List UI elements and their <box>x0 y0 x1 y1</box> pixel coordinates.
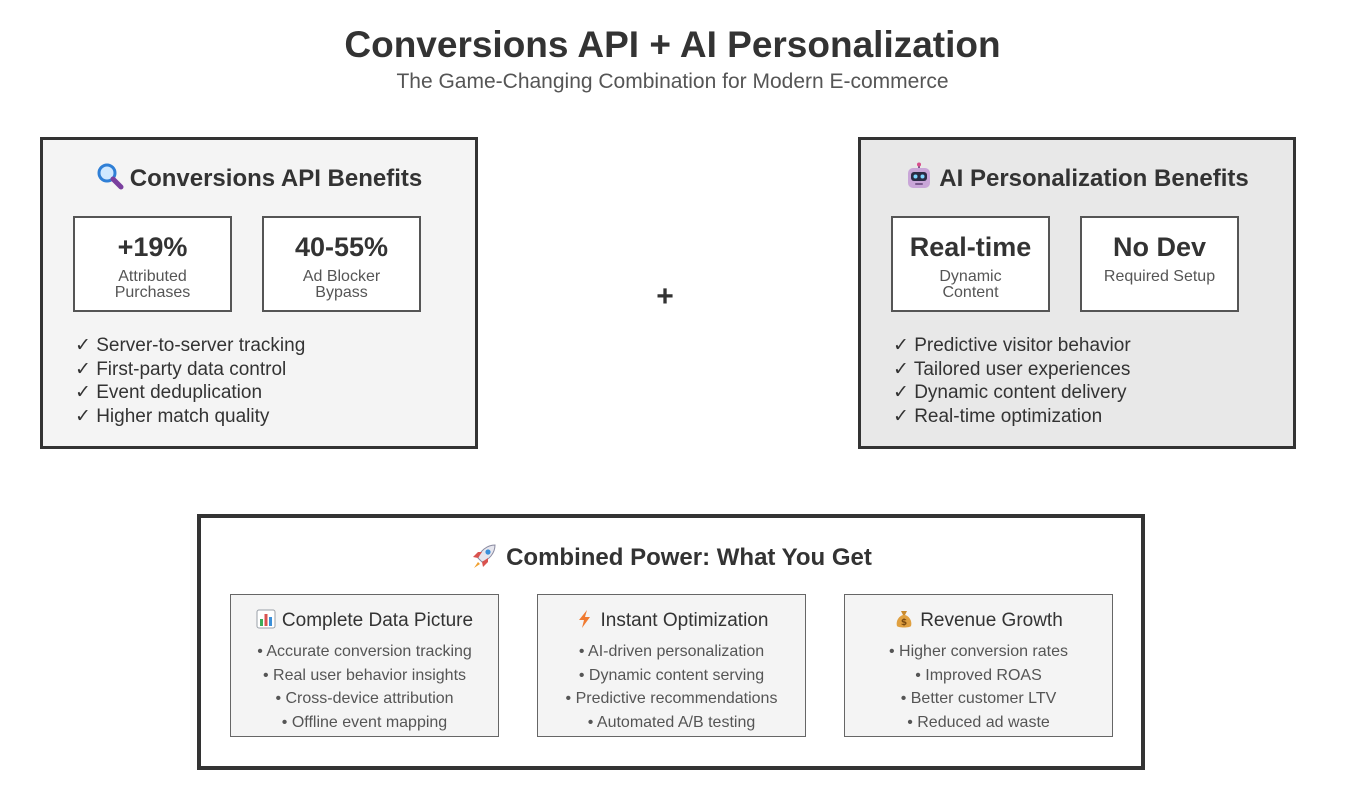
conversions-api-benefit-list <box>75 334 305 428</box>
card-item-list <box>231 640 498 734</box>
card-item: • Improved ROAS <box>915 666 1042 684</box>
stat-label: Dynamic Content <box>939 268 1002 301</box>
card-instant-optimization <box>537 594 806 737</box>
stat-real-time <box>891 216 1050 312</box>
stat-ad-blocker-bypass <box>262 216 421 312</box>
combined-power-title: Combined Power: What You Get <box>506 544 872 571</box>
stat-value: +19% <box>117 232 188 262</box>
benefit-item: ✓ Dynamic content delivery <box>893 382 1127 403</box>
benefit-item: ✓ Server-to-server tracking <box>75 335 306 356</box>
card-item: • Offline event mapping <box>281 713 448 731</box>
card-item: • Predictive recommendations <box>565 690 778 707</box>
benefit-item: ✓ Real-time optimization <box>893 405 1103 427</box>
combined-power-panel <box>197 514 1145 770</box>
stat-label: Attributed Purchases <box>114 268 191 301</box>
card-revenue-growth <box>844 594 1113 737</box>
stat-label: Ad Blocker Bypass <box>302 268 381 301</box>
magnifier-icon <box>96 162 124 190</box>
card-item: • Automated A/B testing <box>587 713 756 731</box>
page-title: Conversions API + AI Personalization <box>344 24 1001 65</box>
card-item: • Accurate conversion tracking <box>257 643 472 660</box>
card-item: • Higher conversion rates <box>888 643 1068 660</box>
ai-personalization-benefit-list <box>893 334 1131 428</box>
rocket-icon <box>470 542 498 570</box>
ai-personalization-title: AI Personalization Benefits <box>939 165 1249 192</box>
conversions-api-panel <box>40 137 478 449</box>
stat-value: No Dev <box>1112 232 1207 262</box>
card-complete-data-picture <box>230 594 499 737</box>
card-item-list <box>538 640 805 734</box>
ai-personalization-panel <box>858 137 1296 449</box>
stat-value: 40-55% <box>294 232 389 262</box>
stat-attributed-purchases <box>73 216 232 312</box>
benefit-item: ✓ Event deduplication <box>75 382 263 403</box>
card-item: • Dynamic content serving <box>578 666 765 684</box>
card-title <box>538 609 805 632</box>
stat-label: Required Setup <box>1103 268 1216 285</box>
card-title-text: Complete Data Picture <box>281 610 474 631</box>
card-title <box>231 609 498 632</box>
card-title-text: Revenue Growth <box>920 610 1063 631</box>
robot-icon <box>905 162 933 190</box>
stat-value: Real-time <box>909 232 1032 262</box>
card-item: • Real user behavior insights <box>262 666 467 684</box>
lightning-icon <box>575 609 595 629</box>
card-item: • Cross-device attribution <box>275 690 454 707</box>
benefit-item: ✓ Tailored user experiences <box>893 358 1131 380</box>
card-title <box>845 609 1112 632</box>
bar-chart-icon <box>256 609 276 629</box>
card-item: • Reduced ad waste <box>907 713 1050 731</box>
card-item-list <box>845 640 1112 734</box>
page-subtitle: The Game-Changing Combination for Modern E-commerce <box>396 70 949 93</box>
combined-power-header <box>201 542 1141 572</box>
stat-no-dev <box>1080 216 1239 312</box>
conversions-api-title: Conversions API Benefits <box>129 165 423 192</box>
card-item: • Better customer LTV <box>900 690 1057 707</box>
benefit-item: ✓ Higher match quality <box>75 405 270 427</box>
benefit-item: ✓ First-party data control <box>75 358 287 380</box>
money-bag-icon <box>894 609 914 629</box>
card-title-text: Instant Optimization <box>600 610 769 631</box>
svg-text:$: $ <box>901 618 908 628</box>
conversions-api-header <box>43 162 475 193</box>
benefit-item: ✓ Predictive visitor behavior <box>893 335 1131 356</box>
card-item: • AI-driven personalization <box>578 643 765 660</box>
ai-personalization-header <box>861 162 1293 193</box>
plus-connector: + <box>656 280 674 313</box>
